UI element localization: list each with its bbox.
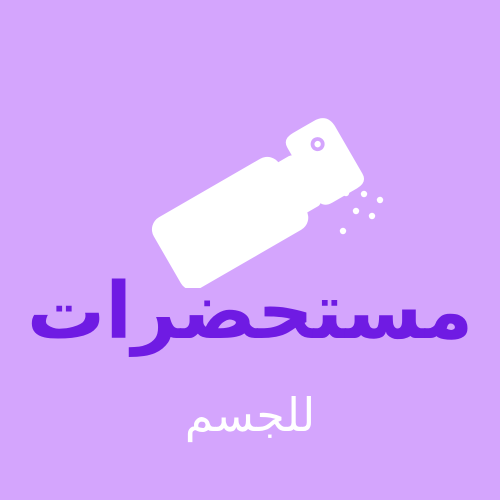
title-text: مستحضرات: [26, 267, 474, 357]
subtitle-text: للجسم: [184, 388, 316, 442]
